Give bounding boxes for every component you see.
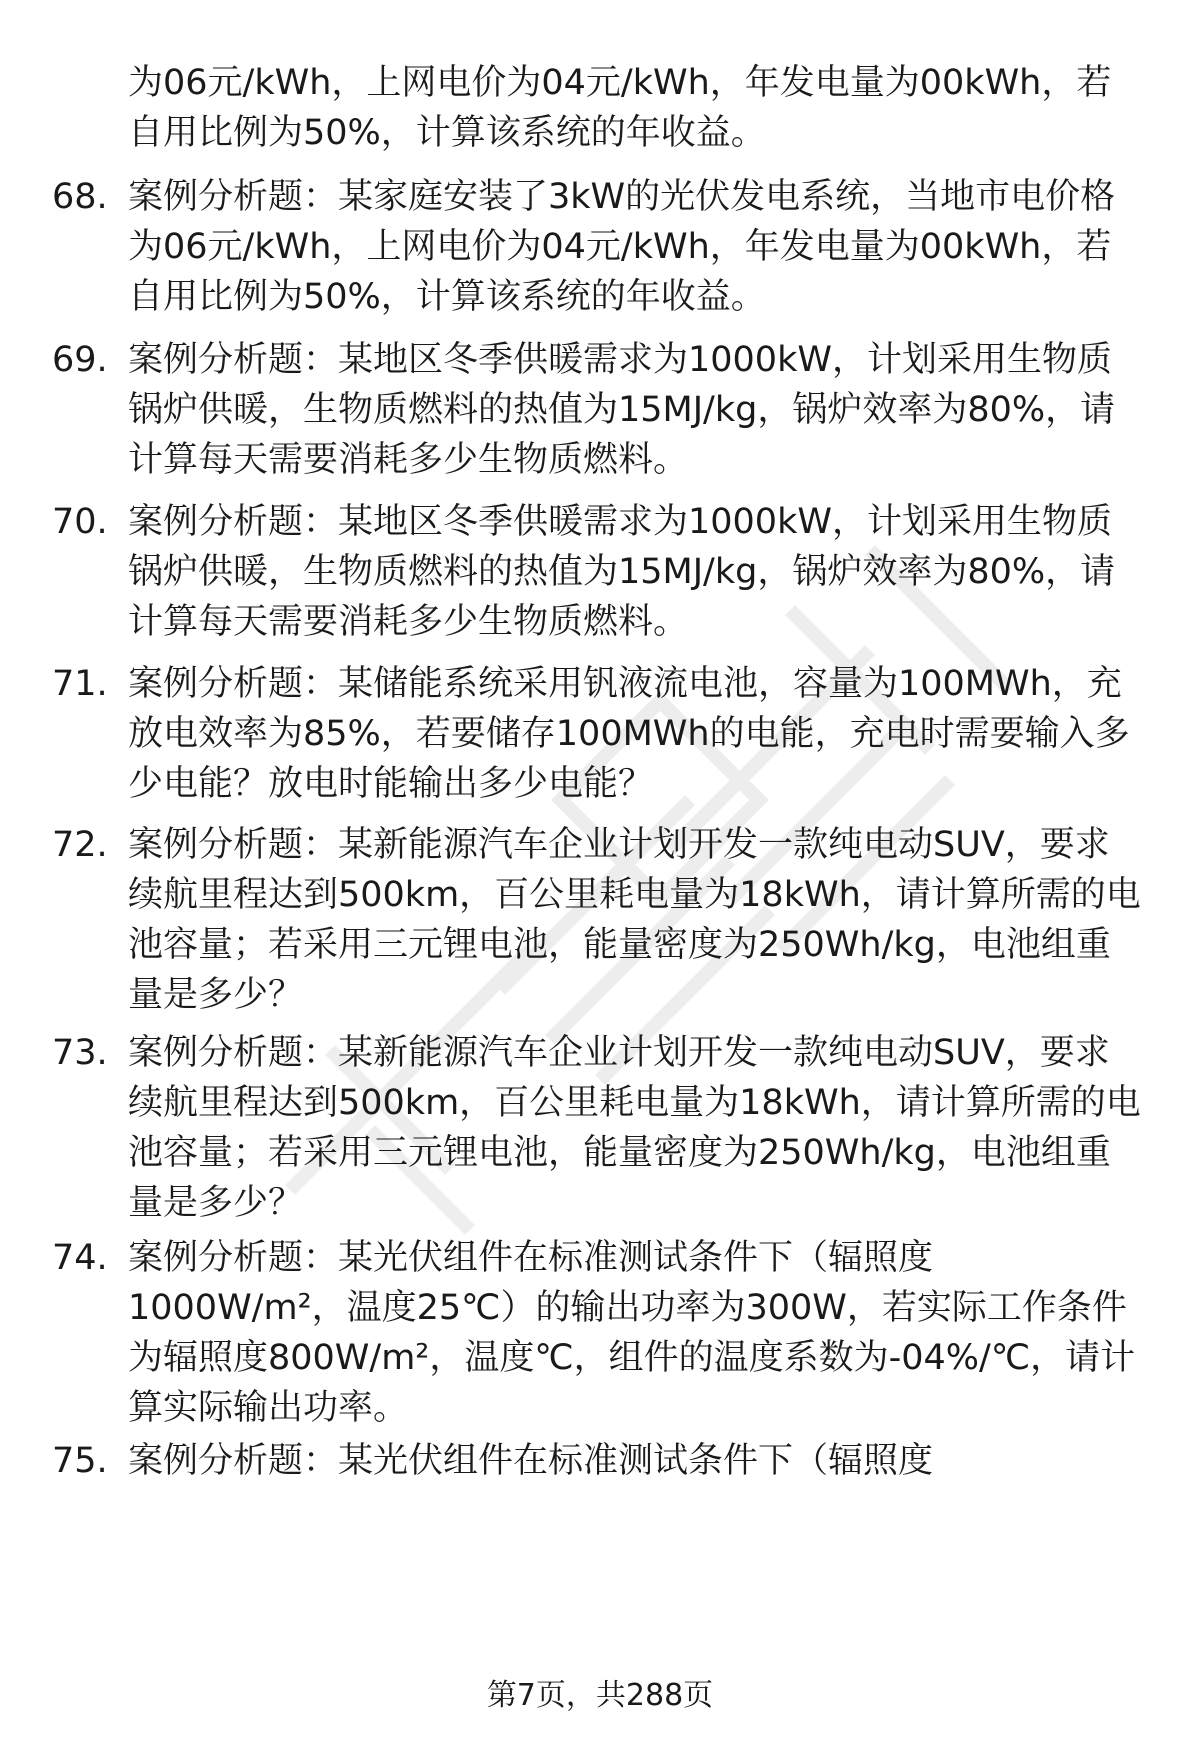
question-75 xyxy=(52,1436,1172,1486)
question-text: 案例分析题：某光伏组件在标准测试条件下（辐照度 1000W/m²，温度25℃）的输出功率为300W，若实际工作条件 为辐照度800W/m²，温度℃，组件的温度系数为-04%/℃，请计 算实际输出功率。 xyxy=(128,1238,1136,1428)
question-text: 案例分析题：某地区冬季供暖需求为1000kW，计划采用生物质 锅炉供暖，生物质燃料的热值为15MJ/kg，锅炉效率为80%，请 计算每天需要消耗多少生物质燃料。 xyxy=(128,502,1116,642)
question-number: 70. xyxy=(52,502,108,542)
continued-question-text: 为06元/kWh，上网电价为04元/kWh，年发电量为00kWh，若 自用比例为50%，计算该系统的年收益。 xyxy=(128,63,1112,153)
question-74 xyxy=(52,1233,1172,1433)
question-text: 案例分析题：某家庭安装了3kW的光伏发电系统，当地市电价格 为06元/kWh，上网电价为04元/kWh，年发电量为00kWh，若 自用比例为50%，计算该系统的年收益。 xyxy=(128,177,1116,317)
question-72 xyxy=(52,820,1172,1020)
question-71 xyxy=(52,659,1172,809)
question-number: 68. xyxy=(52,177,108,217)
question-text: 案例分析题：某新能源汽车企业计划开发一款纯电动SUV，要求 续航里程达到500km，百公里耗电量为18kWh，请计算所需的电 池容量；若采用三元锂电池，能量密度为250Wh/kg，电池组重 量是多少？ xyxy=(128,825,1141,1015)
question-number: 73. xyxy=(52,1033,108,1073)
question-number: 74. xyxy=(52,1238,108,1278)
question-number: 69. xyxy=(52,340,108,380)
question-70 xyxy=(52,497,1172,647)
question-68 xyxy=(52,172,1172,322)
question-text: 案例分析题：某光伏组件在标准测试条件下（辐照度 xyxy=(128,1441,934,1481)
question-73 xyxy=(52,1028,1172,1228)
question-text: 案例分析题：某储能系统采用钒液流电池，容量为100MWh，充 放电效率为85%，若要储存100MWh的电能，充电时需要输入多 少电能？放电时能输出多少电能？ xyxy=(128,664,1130,804)
question-number: 71. xyxy=(52,664,108,704)
question-number: 72. xyxy=(52,825,108,865)
question-text: 案例分析题：某新能源汽车企业计划开发一款纯电动SUV，要求 续航里程达到500km，百公里耗电量为18kWh，请计算所需的电 池容量；若采用三元锂电池，能量密度为250Wh/kg，电池组重 量是多少？ xyxy=(128,1033,1141,1223)
question-69 xyxy=(52,335,1172,485)
question-text: 案例分析题：某地区冬季供暖需求为1000kW，计划采用生物质 锅炉供暖，生物质燃料的热值为15MJ/kg，锅炉效率为80%，请 计算每天需要消耗多少生物质燃料。 xyxy=(128,340,1116,480)
page-footer: 第7页，共288页 xyxy=(486,1678,714,1713)
question-number: 75. xyxy=(52,1441,108,1481)
